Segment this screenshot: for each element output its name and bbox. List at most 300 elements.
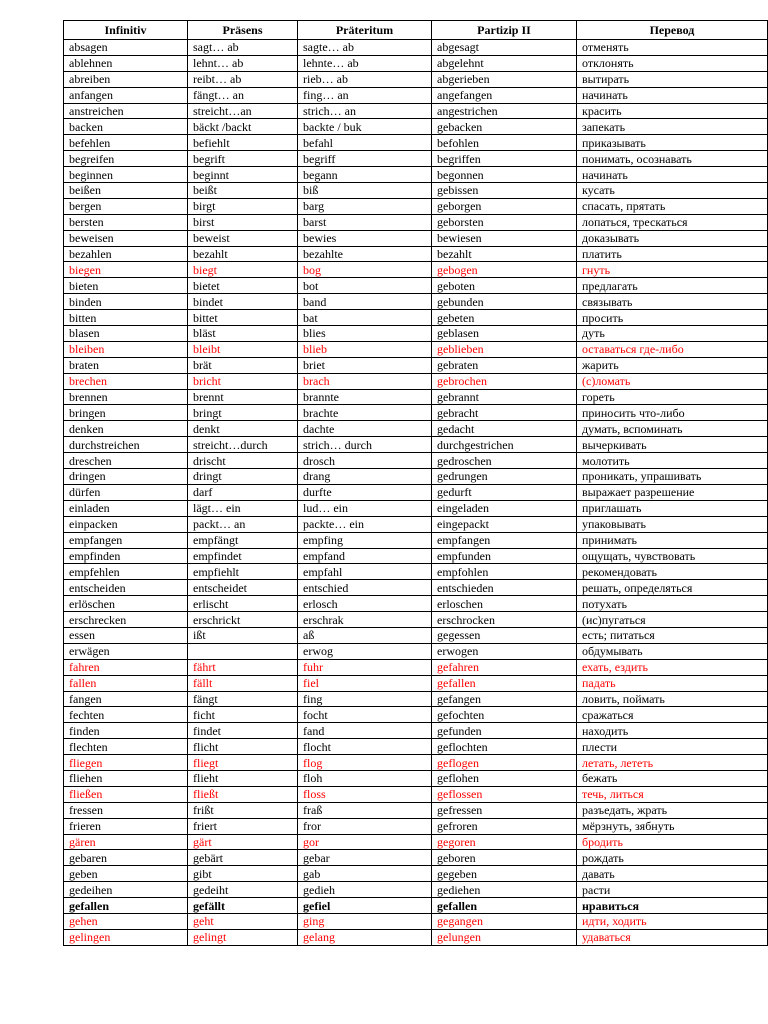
translation-cell: выражает разрешение — [577, 484, 768, 500]
header-perevod: Перевод — [577, 21, 768, 40]
praesens-cell: begrift — [188, 151, 298, 167]
partizip-cell: gegessen — [432, 627, 577, 643]
translation-cell: отклонять — [577, 55, 768, 71]
praeteritum-cell: lehnte… ab — [298, 55, 432, 71]
praesens-cell: sagt… ab — [188, 40, 298, 56]
infinitiv-cell: gehen — [64, 913, 188, 929]
infinitiv-cell: durchstreichen — [64, 437, 188, 453]
partizip-cell: erwogen — [432, 643, 577, 659]
translation-cell: платить — [577, 246, 768, 262]
praeteritum-cell: gedieh — [298, 882, 432, 898]
infinitiv-cell: bitten — [64, 310, 188, 326]
praeteritum-cell: erlosch — [298, 596, 432, 612]
table-row — [64, 198, 768, 214]
table-row — [64, 87, 768, 103]
partizip-cell: empfangen — [432, 532, 577, 548]
praeteritum-cell: begann — [298, 167, 432, 183]
partizip-cell: gebunden — [432, 294, 577, 310]
translation-cell: предлагать — [577, 278, 768, 294]
table-row — [64, 707, 768, 723]
translation-cell: потухать — [577, 596, 768, 612]
praeteritum-cell: erwog — [298, 643, 432, 659]
translation-cell: приглашать — [577, 500, 768, 516]
translation-cell: удаваться — [577, 929, 768, 945]
infinitiv-cell: dreschen — [64, 453, 188, 469]
translation-cell: связывать — [577, 294, 768, 310]
infinitiv-cell: beißen — [64, 183, 188, 199]
partizip-cell: geblasen — [432, 326, 577, 342]
infinitiv-cell: gedeihen — [64, 882, 188, 898]
partizip-cell: gedrungen — [432, 469, 577, 485]
praesens-cell: bindet — [188, 294, 298, 310]
infinitiv-cell: finden — [64, 723, 188, 739]
infinitiv-cell: bieten — [64, 278, 188, 294]
partizip-cell: abgerieben — [432, 71, 577, 87]
praeteritum-cell: begriff — [298, 151, 432, 167]
praesens-cell: gefällt — [188, 898, 298, 914]
translation-cell: кусать — [577, 183, 768, 199]
table-row — [64, 405, 768, 421]
partizip-cell: entschieden — [432, 580, 577, 596]
praeteritum-cell: strich… an — [298, 103, 432, 119]
infinitiv-cell: fechten — [64, 707, 188, 723]
partizip-cell: abgesagt — [432, 40, 577, 56]
table-row — [64, 294, 768, 310]
infinitiv-cell: braten — [64, 357, 188, 373]
partizip-cell: erloschen — [432, 596, 577, 612]
table-row — [64, 834, 768, 850]
praesens-cell: fällt — [188, 675, 298, 691]
translation-cell: доказывать — [577, 230, 768, 246]
partizip-cell: gefallen — [432, 898, 577, 914]
translation-cell: расти — [577, 882, 768, 898]
infinitiv-cell: bergen — [64, 198, 188, 214]
table-row — [64, 357, 768, 373]
table-row — [64, 786, 768, 802]
partizip-cell: erschrocken — [432, 612, 577, 628]
praesens-cell: brät — [188, 357, 298, 373]
praesens-cell: fängt — [188, 691, 298, 707]
partizip-cell: gebracht — [432, 405, 577, 421]
translation-cell: понимать, осознавать — [577, 151, 768, 167]
table-row — [64, 850, 768, 866]
praesens-cell: streicht…durch — [188, 437, 298, 453]
translation-cell: молотить — [577, 453, 768, 469]
praesens-cell: bringt — [188, 405, 298, 421]
infinitiv-cell: fallen — [64, 675, 188, 691]
table-row — [64, 71, 768, 87]
infinitiv-cell: flechten — [64, 739, 188, 755]
praesens-cell: packt… an — [188, 516, 298, 532]
praeteritum-cell: fing… an — [298, 87, 432, 103]
translation-cell: разъедать, жрать — [577, 802, 768, 818]
translation-cell: принимать — [577, 532, 768, 548]
praesens-cell: bricht — [188, 373, 298, 389]
table-row — [64, 55, 768, 71]
infinitiv-cell: biegen — [64, 262, 188, 278]
partizip-cell: empfunden — [432, 548, 577, 564]
table-row — [64, 580, 768, 596]
table-row — [64, 341, 768, 357]
partizip-cell: geboten — [432, 278, 577, 294]
infinitiv-cell: anstreichen — [64, 103, 188, 119]
translation-cell: нравиться — [577, 898, 768, 914]
table-row — [64, 802, 768, 818]
translation-cell: спасать, прятать — [577, 198, 768, 214]
praeteritum-cell: gebar — [298, 850, 432, 866]
table-row — [64, 516, 768, 532]
table-row — [64, 230, 768, 246]
infinitiv-cell: backen — [64, 119, 188, 135]
header-row — [64, 21, 768, 40]
translation-cell: рождать — [577, 850, 768, 866]
table-row — [64, 723, 768, 739]
table-row — [64, 453, 768, 469]
verb-table — [63, 20, 768, 946]
praeteritum-cell: briet — [298, 357, 432, 373]
infinitiv-cell: brennen — [64, 389, 188, 405]
table-row — [64, 310, 768, 326]
partizip-cell: gebogen — [432, 262, 577, 278]
table-row — [64, 278, 768, 294]
header-praeteritum: Präteritum — [298, 21, 432, 40]
praesens-cell: empfiehlt — [188, 564, 298, 580]
praesens-cell: gedeiht — [188, 882, 298, 898]
translation-cell: просить — [577, 310, 768, 326]
partizip-cell: gebrochen — [432, 373, 577, 389]
praeteritum-cell: bewies — [298, 230, 432, 246]
infinitiv-cell: brechen — [64, 373, 188, 389]
table-row — [64, 421, 768, 437]
praesens-cell: beginnt — [188, 167, 298, 183]
partizip-cell: abgelehnt — [432, 55, 577, 71]
table-body — [64, 40, 768, 946]
praeteritum-cell: floss — [298, 786, 432, 802]
partizip-cell: geborgen — [432, 198, 577, 214]
translation-cell: (ис)пугаться — [577, 612, 768, 628]
table-row — [64, 770, 768, 786]
praesens-cell: bietet — [188, 278, 298, 294]
table-row — [64, 119, 768, 135]
infinitiv-cell: fliehen — [64, 770, 188, 786]
table-row — [64, 755, 768, 771]
table-row — [64, 326, 768, 342]
praesens-cell: brennt — [188, 389, 298, 405]
praeteritum-cell: blies — [298, 326, 432, 342]
praesens-cell: bleibt — [188, 341, 298, 357]
praeteritum-cell: fror — [298, 818, 432, 834]
praeteritum-cell: drang — [298, 469, 432, 485]
praeteritum-cell: erschrak — [298, 612, 432, 628]
infinitiv-cell: erwägen — [64, 643, 188, 659]
praesens-cell: gibt — [188, 866, 298, 882]
translation-cell: упаковывать — [577, 516, 768, 532]
partizip-cell: geflohen — [432, 770, 577, 786]
partizip-cell: eingeladen — [432, 500, 577, 516]
praeteritum-cell: band — [298, 294, 432, 310]
translation-cell: падать — [577, 675, 768, 691]
praeteritum-cell: packte… ein — [298, 516, 432, 532]
partizip-cell: geborsten — [432, 214, 577, 230]
infinitiv-cell: bersten — [64, 214, 188, 230]
praesens-cell: bezahlt — [188, 246, 298, 262]
praesens-cell: findet — [188, 723, 298, 739]
partizip-cell: gefochten — [432, 707, 577, 723]
header-praesens: Präsens — [188, 21, 298, 40]
translation-cell: мёрзнуть, зябнуть — [577, 818, 768, 834]
praesens-cell: lehnt… ab — [188, 55, 298, 71]
praeteritum-cell: rieb… ab — [298, 71, 432, 87]
infinitiv-cell: empfehlen — [64, 564, 188, 580]
praeteritum-cell: fing — [298, 691, 432, 707]
translation-cell: гнуть — [577, 262, 768, 278]
infinitiv-cell: geben — [64, 866, 188, 882]
praesens-cell: gärt — [188, 834, 298, 850]
table-row — [64, 866, 768, 882]
partizip-cell: begonnen — [432, 167, 577, 183]
partizip-cell: gefunden — [432, 723, 577, 739]
infinitiv-cell: beginnen — [64, 167, 188, 183]
table-row — [64, 469, 768, 485]
partizip-cell: gebissen — [432, 183, 577, 199]
partizip-cell: eingepackt — [432, 516, 577, 532]
praeteritum-cell: gelang — [298, 929, 432, 945]
partizip-cell: begriffen — [432, 151, 577, 167]
partizip-cell: angefangen — [432, 87, 577, 103]
infinitiv-cell: bleiben — [64, 341, 188, 357]
infinitiv-cell: essen — [64, 627, 188, 643]
partizip-cell: bezahlt — [432, 246, 577, 262]
translation-cell: дуть — [577, 326, 768, 342]
translation-cell: отменять — [577, 40, 768, 56]
translation-cell: ощущать, чувствовать — [577, 548, 768, 564]
table-row — [64, 214, 768, 230]
infinitiv-cell: entscheiden — [64, 580, 188, 596]
partizip-cell: gefroren — [432, 818, 577, 834]
praesens-cell: erlischt — [188, 596, 298, 612]
praeteritum-cell: barg — [298, 198, 432, 214]
translation-cell: начинать — [577, 167, 768, 183]
infinitiv-cell: fliegen — [64, 755, 188, 771]
infinitiv-cell: dringen — [64, 469, 188, 485]
translation-cell: красить — [577, 103, 768, 119]
infinitiv-cell: empfangen — [64, 532, 188, 548]
infinitiv-cell: beweisen — [64, 230, 188, 246]
infinitiv-cell: erschrecken — [64, 612, 188, 628]
table-row — [64, 739, 768, 755]
praeteritum-cell: fand — [298, 723, 432, 739]
translation-cell: бродить — [577, 834, 768, 850]
praeteritum-cell: durfte — [298, 484, 432, 500]
praesens-cell: flieht — [188, 770, 298, 786]
infinitiv-cell: ablehnen — [64, 55, 188, 71]
partizip-cell: geblieben — [432, 341, 577, 357]
partizip-cell: gegeben — [432, 866, 577, 882]
praeteritum-cell: sagte… ab — [298, 40, 432, 56]
partizip-cell: gedacht — [432, 421, 577, 437]
praeteritum-cell: fuhr — [298, 659, 432, 675]
praeteritum-cell: dachte — [298, 421, 432, 437]
praeteritum-cell: empfahl — [298, 564, 432, 580]
infinitiv-cell: anfangen — [64, 87, 188, 103]
table-row — [64, 612, 768, 628]
translation-cell: приносить что-либо — [577, 405, 768, 421]
partizip-cell: gebeten — [432, 310, 577, 326]
infinitiv-cell: begreifen — [64, 151, 188, 167]
infinitiv-cell: fressen — [64, 802, 188, 818]
praesens-cell: fliegt — [188, 755, 298, 771]
translation-cell: проникать, упрашивать — [577, 469, 768, 485]
translation-cell: идти, ходить — [577, 913, 768, 929]
praesens-cell: empfindet — [188, 548, 298, 564]
table-row — [64, 373, 768, 389]
praeteritum-cell: focht — [298, 707, 432, 723]
table-row — [64, 643, 768, 659]
partizip-cell: gegoren — [432, 834, 577, 850]
infinitiv-cell: gefallen — [64, 898, 188, 914]
partizip-cell: geflogen — [432, 755, 577, 771]
partizip-cell: geboren — [432, 850, 577, 866]
translation-cell: давать — [577, 866, 768, 882]
partizip-cell: gebrannt — [432, 389, 577, 405]
table-row — [64, 437, 768, 453]
translation-cell: оставаться где-либо — [577, 341, 768, 357]
table-row — [64, 627, 768, 643]
praeteritum-cell: flocht — [298, 739, 432, 755]
partizip-cell: gedroschen — [432, 453, 577, 469]
table-row — [64, 898, 768, 914]
table-row — [64, 596, 768, 612]
partizip-cell: gebacken — [432, 119, 577, 135]
partizip-cell: gelungen — [432, 929, 577, 945]
table-row — [64, 246, 768, 262]
infinitiv-cell: fahren — [64, 659, 188, 675]
translation-cell: думать, вспоминать — [577, 421, 768, 437]
praeteritum-cell: strich… durch — [298, 437, 432, 453]
praeteritum-cell: floh — [298, 770, 432, 786]
praesens-cell: gelingt — [188, 929, 298, 945]
table-row — [64, 929, 768, 945]
partizip-cell: geflochten — [432, 739, 577, 755]
translation-cell: обдумывать — [577, 643, 768, 659]
translation-cell: летать, лететь — [577, 755, 768, 771]
partizip-cell: angestrichen — [432, 103, 577, 119]
infinitiv-cell: dürfen — [64, 484, 188, 500]
infinitiv-cell: denken — [64, 421, 188, 437]
infinitiv-cell: fangen — [64, 691, 188, 707]
infinitiv-cell: gelingen — [64, 929, 188, 945]
table-row — [64, 40, 768, 56]
infinitiv-cell: frieren — [64, 818, 188, 834]
translation-cell: (с)ломать — [577, 373, 768, 389]
partizip-cell: bewiesen — [432, 230, 577, 246]
translation-cell: вытирать — [577, 71, 768, 87]
praesens-cell: fängt… an — [188, 87, 298, 103]
translation-cell: рекомендовать — [577, 564, 768, 580]
infinitiv-cell: empfinden — [64, 548, 188, 564]
table-row — [64, 262, 768, 278]
partizip-cell: durchgestrichen — [432, 437, 577, 453]
praeteritum-cell: fraß — [298, 802, 432, 818]
translation-cell: течь, литься — [577, 786, 768, 802]
table-row — [64, 167, 768, 183]
partizip-cell: gefangen — [432, 691, 577, 707]
table-row — [64, 500, 768, 516]
praeteritum-cell: brachte — [298, 405, 432, 421]
praesens-cell: fährt — [188, 659, 298, 675]
table-row — [64, 548, 768, 564]
praeteritum-cell: bat — [298, 310, 432, 326]
praesens-cell: ficht — [188, 707, 298, 723]
praeteritum-cell: gefiel — [298, 898, 432, 914]
translation-cell: бежать — [577, 770, 768, 786]
praeteritum-cell: ging — [298, 913, 432, 929]
praesens-cell: darf — [188, 484, 298, 500]
translation-cell: находить — [577, 723, 768, 739]
praesens-cell: befiehlt — [188, 135, 298, 151]
infinitiv-cell: einladen — [64, 500, 188, 516]
praesens-cell — [188, 643, 298, 659]
praeteritum-cell: bot — [298, 278, 432, 294]
praesens-cell: bäckt /backt — [188, 119, 298, 135]
praeteritum-cell: brannte — [298, 389, 432, 405]
table-row — [64, 818, 768, 834]
praesens-cell: dringt — [188, 469, 298, 485]
table-row — [64, 151, 768, 167]
infinitiv-cell: befehlen — [64, 135, 188, 151]
partizip-cell: gediehen — [432, 882, 577, 898]
translation-cell: вычеркивать — [577, 437, 768, 453]
translation-cell: плести — [577, 739, 768, 755]
partizip-cell: gedurft — [432, 484, 577, 500]
translation-cell: жарить — [577, 357, 768, 373]
partizip-cell: befohlen — [432, 135, 577, 151]
praesens-cell: friert — [188, 818, 298, 834]
table-row — [64, 183, 768, 199]
praeteritum-cell: blieb — [298, 341, 432, 357]
infinitiv-cell: fließen — [64, 786, 188, 802]
infinitiv-cell: bezahlen — [64, 246, 188, 262]
praesens-cell: gebärt — [188, 850, 298, 866]
praeteritum-cell: empfing — [298, 532, 432, 548]
table-row — [64, 882, 768, 898]
infinitiv-cell: bringen — [64, 405, 188, 421]
translation-cell: решать, определяться — [577, 580, 768, 596]
praesens-cell: bittet — [188, 310, 298, 326]
infinitiv-cell: absagen — [64, 40, 188, 56]
translation-cell: есть; питаться — [577, 627, 768, 643]
table-row — [64, 913, 768, 929]
praeteritum-cell: entschied — [298, 580, 432, 596]
praeteritum-cell: fiel — [298, 675, 432, 691]
partizip-cell: gefahren — [432, 659, 577, 675]
partizip-cell: gefallen — [432, 675, 577, 691]
infinitiv-cell: gebaren — [64, 850, 188, 866]
praesens-cell: empfängt — [188, 532, 298, 548]
partizip-cell: empfohlen — [432, 564, 577, 580]
infinitiv-cell: erlöschen — [64, 596, 188, 612]
partizip-cell: gefressen — [432, 802, 577, 818]
translation-cell: запекать — [577, 119, 768, 135]
praesens-cell: denkt — [188, 421, 298, 437]
translation-cell: приказывать — [577, 135, 768, 151]
table-row — [64, 103, 768, 119]
praeteritum-cell: biß — [298, 183, 432, 199]
table-row — [64, 675, 768, 691]
praesens-cell: geht — [188, 913, 298, 929]
infinitiv-cell: einpacken — [64, 516, 188, 532]
praesens-cell: lägt… ein — [188, 500, 298, 516]
